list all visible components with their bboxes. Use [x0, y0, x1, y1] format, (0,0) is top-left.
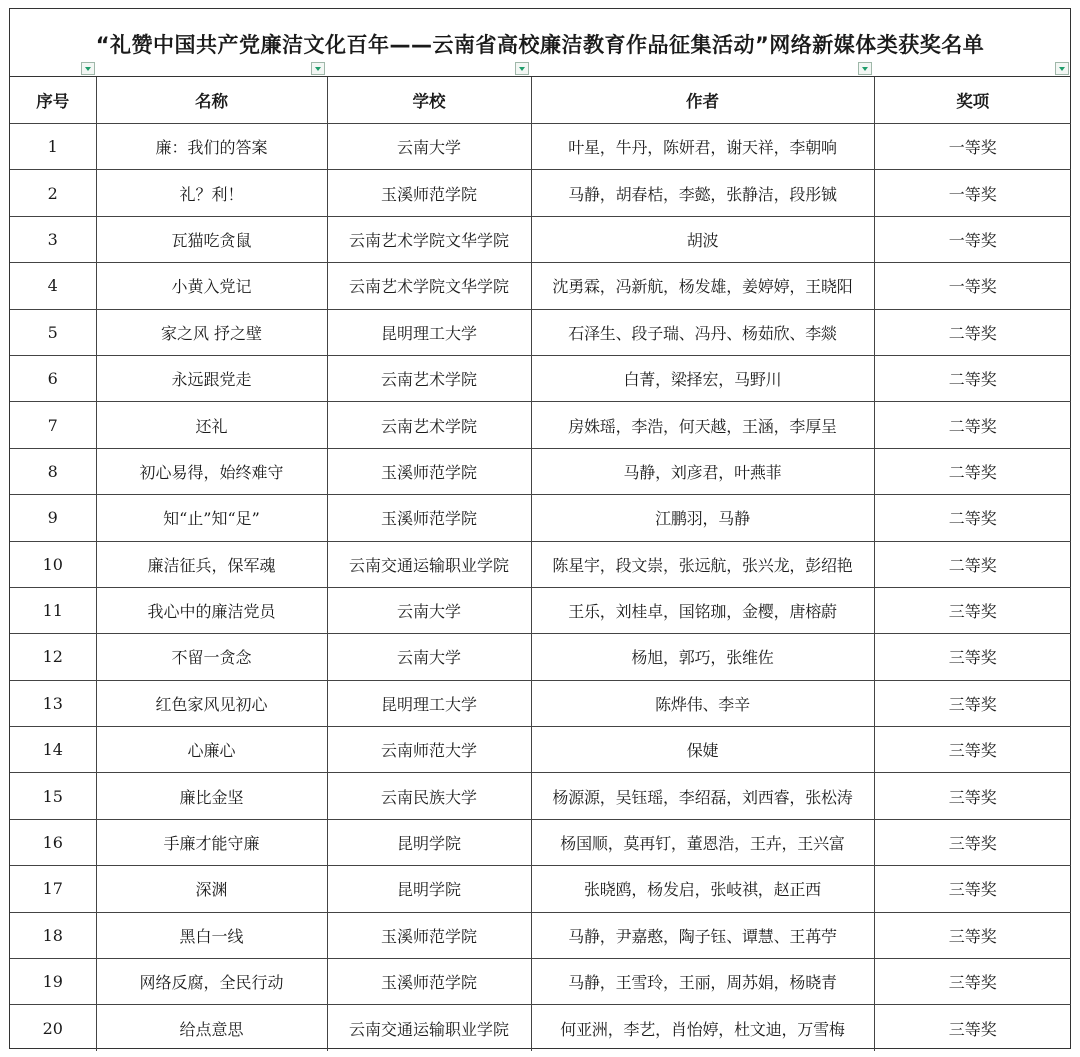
cell-author[interactable]: 白菁，梁择宏，马野川: [531, 355, 874, 401]
cell-award[interactable]: 三等奖: [874, 634, 1071, 680]
cell-author[interactable]: 张晓鸥，杨发启，张岐祺，赵正西: [531, 866, 874, 912]
table-row: [10, 216, 1071, 262]
table-row: [10, 402, 1071, 448]
cell-award[interactable]: 一等奖: [874, 170, 1071, 216]
cell-school[interactable]: 玉溪师范学院: [327, 448, 531, 494]
cell-no[interactable]: 12: [10, 634, 96, 680]
cell-award[interactable]: 二等奖: [874, 448, 1071, 494]
cell-school[interactable]: 云南交通运输职业学院: [327, 541, 531, 587]
cell-school[interactable]: 云南大学: [327, 587, 531, 633]
cell-name[interactable]: 我心中的廉洁党员: [96, 587, 327, 633]
filter-dropdown-icon-name[interactable]: [311, 62, 325, 75]
cell-school[interactable]: 云南交通运输职业学院: [327, 1005, 531, 1051]
cell-author[interactable]: 江鹏羽，马静: [531, 495, 874, 541]
table-row: [10, 727, 1071, 773]
column-header-name[interactable]: 名称: [96, 77, 327, 124]
filter-dropdown-icon-no[interactable]: [81, 62, 95, 75]
table-row: [10, 866, 1071, 912]
cell-school[interactable]: 昆明理工大学: [327, 309, 531, 355]
cell-name[interactable]: 深渊: [96, 866, 327, 912]
cell-author[interactable]: 杨国顺，莫再钉，董恩浩，王卉，王兴富: [531, 819, 874, 865]
cell-award[interactable]: 三等奖: [874, 819, 1071, 865]
cell-school[interactable]: 云南民族大学: [327, 773, 531, 819]
table-row: [10, 309, 1071, 355]
cell-name[interactable]: 不留一贪念: [96, 634, 327, 680]
cell-no[interactable]: 9: [10, 495, 96, 541]
title-row: [10, 9, 1070, 77]
table-row: [10, 448, 1071, 494]
cell-author[interactable]: 叶星，牛丹，陈妍君，谢天祥，李朝响: [531, 124, 874, 170]
cell-school[interactable]: 云南艺术学院文华学院: [327, 263, 531, 309]
cell-author[interactable]: 杨旭，郭巧，张维佐: [531, 634, 874, 680]
cell-school[interactable]: 昆明理工大学: [327, 680, 531, 726]
cell-name[interactable]: 给点意思: [96, 1005, 327, 1051]
cell-author[interactable]: 马静，胡春桔，李懿，张静洁，段彤铖: [531, 170, 874, 216]
cell-award[interactable]: 三等奖: [874, 727, 1071, 773]
cell-award[interactable]: 二等奖: [874, 355, 1071, 401]
cell-name[interactable]: 礼？利！: [96, 170, 327, 216]
cell-no[interactable]: 1: [10, 124, 96, 170]
cell-award[interactable]: 二等奖: [874, 541, 1071, 587]
cell-no[interactable]: 11: [10, 587, 96, 633]
cell-no[interactable]: 18: [10, 912, 96, 958]
cell-school[interactable]: 玉溪师范学院: [327, 170, 531, 216]
cell-author[interactable]: 房姝瑶，李浩，何天越，王涵，李厚呈: [531, 402, 874, 448]
cell-name[interactable]: 廉比金坚: [96, 773, 327, 819]
cell-no[interactable]: 16: [10, 819, 96, 865]
cell-award[interactable]: 三等奖: [874, 587, 1071, 633]
cell-name[interactable]: 廉洁征兵，保军魂: [96, 541, 327, 587]
award-table: [10, 77, 1071, 1051]
cell-award[interactable]: 一等奖: [874, 216, 1071, 262]
table-row: [10, 541, 1071, 587]
cell-award[interactable]: 三等奖: [874, 773, 1071, 819]
cell-school[interactable]: 云南艺术学院文华学院: [327, 216, 531, 262]
cell-no[interactable]: 10: [10, 541, 96, 587]
cell-no[interactable]: 5: [10, 309, 96, 355]
cell-award[interactable]: 二等奖: [874, 495, 1071, 541]
cell-author[interactable]: 何亚洲，李艺，肖怡婷，杜文迪，万雪梅: [531, 1005, 874, 1051]
cell-name[interactable]: 网络反腐，全民行动: [96, 959, 327, 1005]
cell-award[interactable]: 三等奖: [948, 1019, 997, 1039]
cell-no[interactable]: 7: [10, 402, 96, 448]
cell-award[interactable]: 三等奖: [874, 866, 1071, 912]
table-row: [10, 819, 1071, 865]
cell-no[interactable]: 13: [10, 680, 96, 726]
cell-name[interactable]: 还礼: [96, 402, 327, 448]
cell-award[interactable]: 三等奖: [874, 680, 1071, 726]
cell-author[interactable]: 马静，刘彦君，叶燕菲: [531, 448, 874, 494]
cell-author[interactable]: 石泽生、段子瑞、冯丹、杨茹欣、李燚: [531, 309, 874, 355]
table-row: [10, 170, 1071, 216]
cell-no[interactable]: 8: [10, 448, 96, 494]
column-header-no[interactable]: 序号: [10, 77, 96, 124]
cell-no[interactable]: 19: [10, 959, 96, 1005]
cell-name[interactable]: 瓦猫吃贪鼠: [96, 216, 327, 262]
cell-name[interactable]: 永远跟党走: [96, 355, 327, 401]
cell-school[interactable]: 玉溪师范学院: [327, 912, 531, 958]
cell-author[interactable]: 马静，王雪玲，王丽，周苏娟，杨晓青: [531, 959, 874, 1005]
cell-school[interactable]: 昆明学院: [327, 819, 531, 865]
cell-school[interactable]: 云南艺术学院: [327, 355, 531, 401]
cell-author[interactable]: 沈勇霖，冯新航，杨发雄，姜婷婷，王晓阳: [531, 263, 874, 309]
cell-school[interactable]: 云南师范大学: [327, 727, 531, 773]
filter-dropdown-icon-award[interactable]: [1055, 62, 1069, 75]
cell-name[interactable]: 知“止”知“足”: [96, 495, 327, 541]
table-row: [10, 495, 1071, 541]
table-row: [10, 959, 1071, 1005]
cell-award[interactable]: 一等奖: [874, 263, 1071, 309]
table-row: [10, 912, 1071, 958]
cell-school[interactable]: 云南艺术学院: [327, 402, 531, 448]
cell-school[interactable]: 玉溪师范学院: [327, 495, 531, 541]
award-list-sheet: [9, 8, 1071, 1049]
cell-name[interactable]: 红色家风见初心: [96, 680, 327, 726]
cell-author[interactable]: 保婕: [531, 727, 874, 773]
cell-name[interactable]: 初心易得，始终难守: [96, 448, 327, 494]
cell-author[interactable]: 马静，尹嘉憨，陶子钰、谭慧、王苒苧: [531, 912, 874, 958]
cell-author[interactable]: 陈星宇，段文崇，张远航，张兴龙，彭绍艳: [531, 541, 874, 587]
cell-author[interactable]: 胡波: [531, 216, 874, 262]
cell-no[interactable]: 2: [10, 170, 96, 216]
cell-no[interactable]: 14: [10, 727, 96, 773]
cell-no[interactable]: 3: [10, 216, 96, 262]
table-row: [10, 355, 1071, 401]
cell-no[interactable]: 6: [10, 355, 96, 401]
cell-award[interactable]: 三等奖: [874, 959, 1071, 1005]
filter-dropdown-icon-author[interactable]: [858, 62, 872, 75]
cell-name[interactable]: 廉：我们的答案: [96, 124, 327, 170]
cell-name[interactable]: 手廉才能守廉: [96, 819, 327, 865]
cell-author[interactable]: 王乐，刘桂卓，国铭珈，金樱，唐榕蔚: [531, 587, 874, 633]
table-row: [10, 680, 1071, 726]
cell-name[interactable]: 家之风 抒之壁: [96, 309, 327, 355]
column-header-award[interactable]: 奖项: [874, 77, 1071, 124]
cell-name[interactable]: 心廉心: [96, 727, 327, 773]
table-body: [10, 124, 1071, 1051]
table-row: [10, 587, 1071, 633]
cell-no[interactable]: 17: [10, 866, 96, 912]
cell-award[interactable]: 一等奖: [874, 124, 1071, 170]
cell-no[interactable]: 20: [10, 1005, 96, 1051]
cell-school[interactable]: 云南大学: [327, 124, 531, 170]
cell-no[interactable]: 15: [10, 773, 96, 819]
column-header-school[interactable]: 学校: [327, 77, 531, 124]
column-header-author[interactable]: 作者: [531, 77, 874, 124]
cell-name[interactable]: 小黄入党记: [96, 263, 327, 309]
cell-author[interactable]: 陈烨伟、李辛: [531, 680, 874, 726]
table-row: [10, 773, 1071, 819]
cell-school[interactable]: 昆明学院: [327, 866, 531, 912]
cell-school[interactable]: 云南大学: [327, 634, 531, 680]
table-row: [10, 634, 1071, 680]
sheet-title: “礼赞中国共产党廉洁文化百年——云南省高校廉洁教育作品征集活动”网络新媒体类获奖名单: [95, 33, 985, 57]
header-row: [10, 77, 1071, 124]
cell-name[interactable]: 黑白一线: [96, 912, 327, 958]
cell-school[interactable]: 玉溪师范学院: [327, 959, 531, 1005]
cell-author[interactable]: 杨源源，吴钰瑶，李绍磊，刘西睿，张松涛: [531, 773, 874, 819]
table-row: [10, 1005, 1071, 1051]
table-row: [10, 124, 1071, 170]
cell-award[interactable]: 二等奖: [874, 309, 1071, 355]
table-row: [10, 263, 1071, 309]
cell-no[interactable]: 4: [10, 263, 96, 309]
filter-dropdown-icon-school[interactable]: [515, 62, 529, 75]
cell-award[interactable]: 三等奖: [874, 912, 1071, 958]
cell-award[interactable]: 二等奖: [874, 402, 1071, 448]
